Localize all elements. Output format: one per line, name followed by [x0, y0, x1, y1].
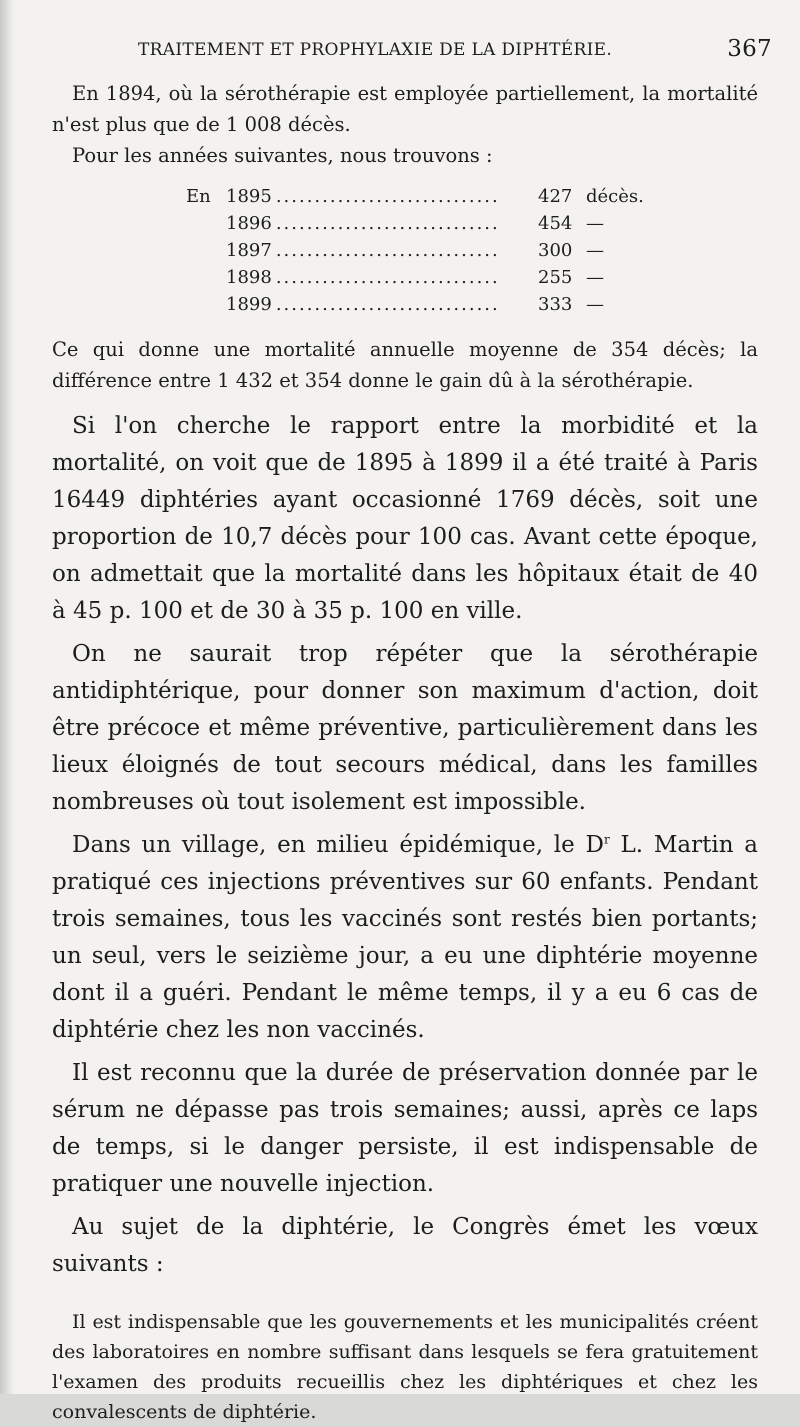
table-row	[186, 264, 656, 291]
page-body	[52, 78, 758, 1427]
table-unit: —	[586, 294, 604, 315]
deaths-table	[186, 183, 656, 318]
table-row	[186, 237, 656, 264]
table-year: 1895	[226, 186, 272, 207]
leader-dots: .............................	[275, 186, 500, 207]
leader-dots: .............................	[275, 240, 500, 261]
paragraph-village	[52, 827, 758, 1049]
table-unit: —	[586, 267, 604, 288]
paragraph-average: Ce qui donne une mortalité annuelle moyenne de 354 décès; la différence entre 1 432 et 354 donne le gain dû à la sérothérapie.	[52, 338, 758, 392]
table-value: 255	[538, 267, 573, 288]
table-value: 300	[538, 240, 573, 261]
running-title: TRAITEMENT ET PROPHYLAXIE DE LA DIPHTÉRIE.	[138, 40, 613, 60]
paragraph-1894: En 1894, où la sérothérapie est employée partiellement, la mortalité n'est plus que de 1 008 décès.	[52, 82, 758, 136]
paragraph-serotherapy: On ne saurait trop répéter que la sérothérapie antidiphtérique, pour donner son maximum d'action, doit être précoce et même préventive, particulièrement dans les lieux éloignés de tout secours médical, dans les familles nombreuses où tout isolement est impossible.	[52, 641, 758, 815]
table-row	[186, 291, 656, 318]
table-row	[186, 183, 656, 210]
paragraph-intro-table: Pour les années suivantes, nous trouvons :	[72, 144, 493, 167]
leader-dots: .............................	[275, 294, 500, 315]
paragraph-congress: Au sujet de la diphtérie, le Congrès émet les vœux suivants :	[52, 1214, 758, 1277]
page-header	[138, 36, 772, 66]
congress-vow: Il est indispensable que les gouvernements et les municipalités créent des laboratoires en nombre suffisant dans lesquels se fera gratuitement l'examen des produits recueillis chez les diphtériques et chez les convalescents de diphtérie.	[52, 1311, 758, 1423]
table-unit: —	[586, 240, 604, 261]
table-row	[186, 210, 656, 237]
paragraph-duration: Il est reconnu que la durée de préservation donnée par le sérum ne dépasse pas trois semaines; aussi, après ce laps de temps, si le danger persiste, il est indispensable de pratiquer une nouvelle injection.	[52, 1060, 758, 1197]
table-year: 1899	[226, 294, 272, 315]
text-span: L. Martin a pratiqué ces injections préventives sur 60 enfants. Pendant trois semaines, tous les vaccinés sont restés bien portants; un seul, vers le seizième jour, a eu une diphtérie moyenne dont il a guéri. Pendant le même temps, il y a eu 6 cas de diphtérie chez les non vaccinés.	[52, 832, 758, 1043]
page-number: 367	[727, 36, 772, 62]
table-year: 1896	[226, 213, 272, 234]
table-value: 333	[538, 294, 573, 315]
superscript: r	[603, 832, 610, 847]
table-value: 454	[538, 213, 573, 234]
table-value: 427	[538, 186, 573, 207]
leader-dots: .............................	[275, 267, 500, 288]
table-year: 1897	[226, 240, 272, 261]
table-year: 1898	[226, 267, 272, 288]
table-unit: décès.	[586, 186, 644, 207]
table-prefix: En	[186, 186, 211, 207]
paragraph-morbidity: Si l'on cherche le rapport entre la morbidité et la mortalité, on voit que de 1895 à 1899 il a été traité à Paris 16449 diphtéries ayant occasionné 1769 décès, soit une proportion de 10,7 décès pour 100 cas. Avant cette époque, on admettait que la mortalité dans les hôpitaux était de 40 à 45 p. 100 et de 30 à 35 p. 100 en ville.	[52, 413, 758, 624]
text-span: Dans un village, en milieu épidémique, le D	[72, 832, 604, 858]
table-unit: —	[586, 213, 604, 234]
leader-dots: .............................	[275, 213, 500, 234]
